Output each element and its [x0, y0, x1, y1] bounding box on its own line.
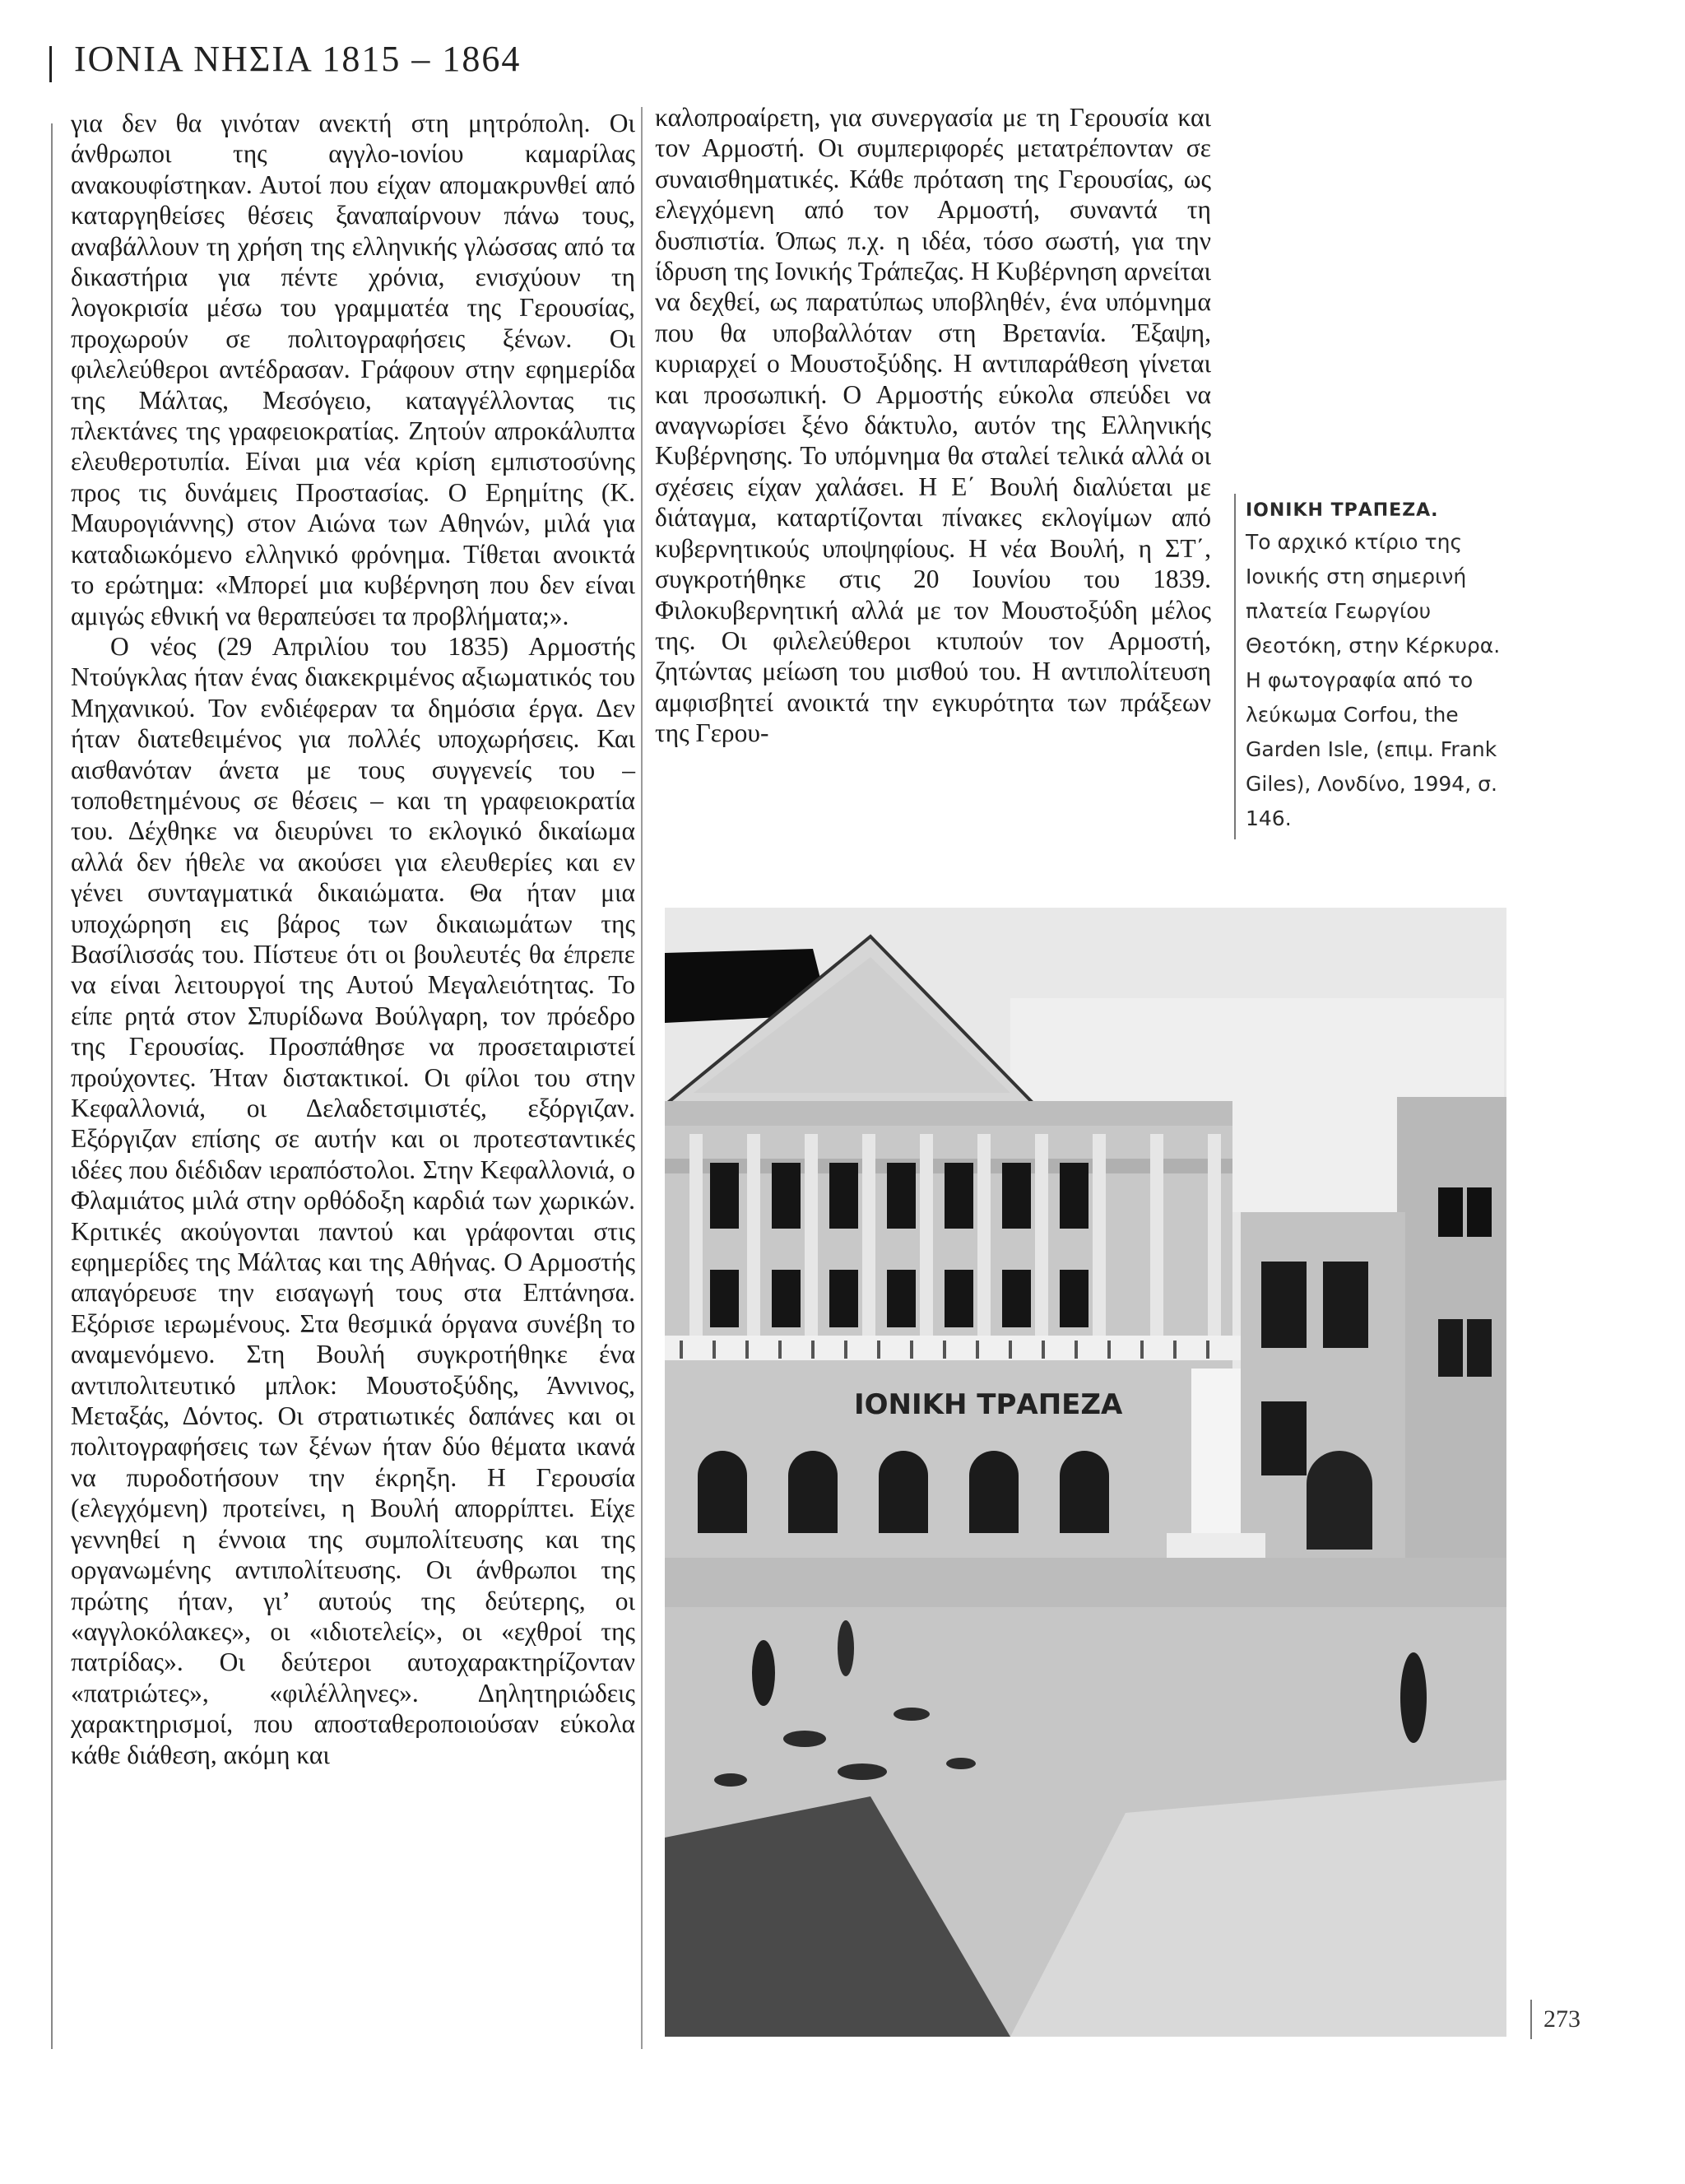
- page-number-rule: [1530, 2000, 1532, 2039]
- left-margin-rule: [51, 123, 53, 2049]
- photo-illustration: [665, 908, 1506, 2037]
- caption-text: Το αρχικό κτίριο της Ιονικής στη σημερινή πλατεία Γεωργίου Θεοτόκη, στην Κέρκυρα. Η φωτογραφία από το λεύκωμα Corfou, the Garden Isle, (επιμ. Frank Giles), Λονδίνο, 1994, σ. 146.: [1246, 530, 1501, 830]
- column-divider: [641, 107, 643, 2049]
- caption-rule: [1234, 494, 1236, 839]
- paragraph: Ο νέος (29 Απριλίου του 1835) Αρμοστής Ντούγκλας ήταν ένας διακεκριμένος αξιωματικός του Μηχανικού. Τον ενδιέφεραν τα δημόσια έργα. Δεν ήταν διατεθειμένος για πολλές υποχωρήσεις. Και αισθανόταν άνετα με τους συγγενείς του – τοποθετημένους σε θέσεις – και τη γραφειοκρατία του. Δέχθηκε να διευρύνει το εκλογικό δικαίωμα αλλά δεν ήθελε να ακούσει για ελευθερίες και εν γένει συνταγματικά δικαιώματα. Θα ήταν μια υποχώρηση εις βάρος των δικαιωμάτων της Βασίλισσάς του. Πίστευε ότι οι βουλευτές θα έπρεπε να είναι λειτουργοί της Αυτού Μεγαλειότητας. Το είπε ρητά στον Σπυρίδωνα Βούλγαρη, τον πρόεδρο της Γερουσίας. Προσπάθησε να προσεταιριστεί πρoύχοντες. Ήταν διστακτικοί. Οι φίλοι του στην Κεφαλλονιά, οι Δελαδετσιμιστές, εξόργιζαν. Εξόργιζαν επίσης σε αυτήν και οι προτεσταντικές ιδέες που διέδιδαν ιεραπόστολοι. Στην Κεφαλλονιά, ο Φλαμιάτος μιλά στην ορθόδοξη καρδιά των χωρικών. Κριτικές ακούγονται παντού και γράφονται στις εφημερίδες της Μάλτας και της Αθήνας. Ο Αρμοστής απαγόρευσε την εισαγωγή τους στα Επτάνησα. Εξόρισε ιερωμένους. Στα θεσμικά όργανα συνέβη το αναμενόμενο. Στη Βουλή συγκροτήθηκε ένα αντιπολιτευτικό μπλοκ: Μουστοξύδης, Άννινος, Μεταξάς, Δόντος. Οι στρατιωτικές δαπάνες και οι πολιτογραφήσεις των ξένων ήταν δύο θέματα ικανά να πυροδοτήσουν την έκρηξη. Η Γερουσία (ελεγχόμενη) προτείνει, η Βουλή απορρίπτει. Είχε γεννηθεί η έννοια της συμπολίτευσης και της οργανωμένης αντιπολίτευσης. Οι άνθρωποι της πρώτης ήταν, γι’ αυτούς της δεύτερης, οι «αγγλοκόλακες», οι «ιδιοτελείς», οι «εχθροί της πατρίδας». Οι δεύτεροι αυτοχαρακτηρίζονταν «πατριώτες», «φιλέλληνες». Δηλητηριώδεις χαρακτηρισμοί, που αποσταθεροποιούσαν εύκολα κάθε διάθεση, ακόμη και: [71, 631, 635, 1769]
- text-column-left: [71, 108, 635, 1770]
- text-column-right: [655, 102, 1211, 749]
- header-rule: [49, 46, 52, 82]
- running-header: ΙΟΝΙΑ ΝΗΣΙΑ 1815 – 1864: [74, 39, 522, 79]
- page-number: 273: [1543, 2005, 1581, 2033]
- paragraph: για δεν θα γινόταν ανεκτή στη μητρόπολη. Οι άνθρωποι της αγγλο-ιονίου καμαρίλας ανακουφίστηκαν. Αυτοί που είχαν απομακρυνθεί από καταργηθείσες θέσεις ξαναπαίρνουν πάνω τους, αναβάλλουν τη χρήση της ελληνικής γλώσσας από τα δικαστήρια για πέντε χρόνια, ενισχύουν τη λογοκρισία μέσω του γραμματέα της Γερουσίας, προχωρούν σε πολιτογραφήσεις ξένων. Οι φιλελεύθεροι αντέδρασαν. Γράφουν στην εφημερίδα της Μάλτας, Μεσόγειο, καταγγέλλοντας τις πλεκτάνες της γραφειοκρατίας. Ζητούν απροκάλυπτα ελευθεροτυπία. Είναι μια νέα κρίση εμπιστοσύνης προς τις δυνάμεις Προστασίας. Ο Ερημίτης (Κ. Μαυρογιάννης) στον Αιώνα των Αθηνών, μιλά για καταδιωκόμενο ελληνικό φρόνημα. Τίθεται ανοικτά το ερώτημα: «Μπορεί μια κυβέρνηση που δεν είναι αμιγώς εθνική να θεραπεύσει τα προβλήματα;».: [71, 109, 635, 630]
- paragraph: καλοπροαίρετη, για συνεργασία με τη Γερουσία και τον Αρμοστή. Οι συμπεριφορές μετατρέπονταν σε συναισθηματικές. Κάθε πρόταση της Γερουσίας, ως ελεγχόμενη από τον Αρμοστή, συναντά τη δυσπιστία. Όπως π.χ. η ιδέα, τόσο σωστή, για την ίδρυση της Ιονικής Τράπεζας. Η Κυβέρνηση αρνείται να δεχθεί, ως παρατύπως υποβληθέν, ένα υπόμνημα που θα υποβαλλόταν στη Βρετανία. Έξαψη, κυριαρχεί ο Μουστοξύδης. Η αντιπαράθεση γίνεται και προσωπική. Ο Αρμοστής εύκολα σπεύδει να αναγνωρίσει ξένο δάκτυλο, αυτόν της Ελληνικής Κυβέρνησης. Το υπόμνημα θα σταλεί τελικά αλλά οι σχέσεις είχαν χαλάσει. Η Ε΄ Βουλή διαλύεται με διάταγμα, καταρτίζονται πίνακες εκλογίμων από κυβερνητικούς υποψηφίους. Η νέα Βουλή, η ΣΤ΄, συγκροτήθηκε στις 20 Ιουνίου του 1839. Φιλοκυβερνητική αλλά με τον Μουστοξύδη μέλος της. Οι φιλελεύθεροι κτυπούν τον Αρμοστή, ζητώντας μείωση του μισθού του. Η αντιπολίτευση αμφισβητεί ανοικτά την εγκυρότητα των πράξεων της Γερου-: [655, 103, 1211, 748]
- photo-caption: [1246, 497, 1517, 836]
- building-photo: [665, 908, 1506, 2037]
- sign-text: ΙΟΝΙΚΗ ΤΡΑΠΕΖΑ: [854, 1388, 1123, 1421]
- caption-title: ΙΟΝΙΚΗ ΤΡΑΠΕΖΑ.: [1246, 500, 1439, 521]
